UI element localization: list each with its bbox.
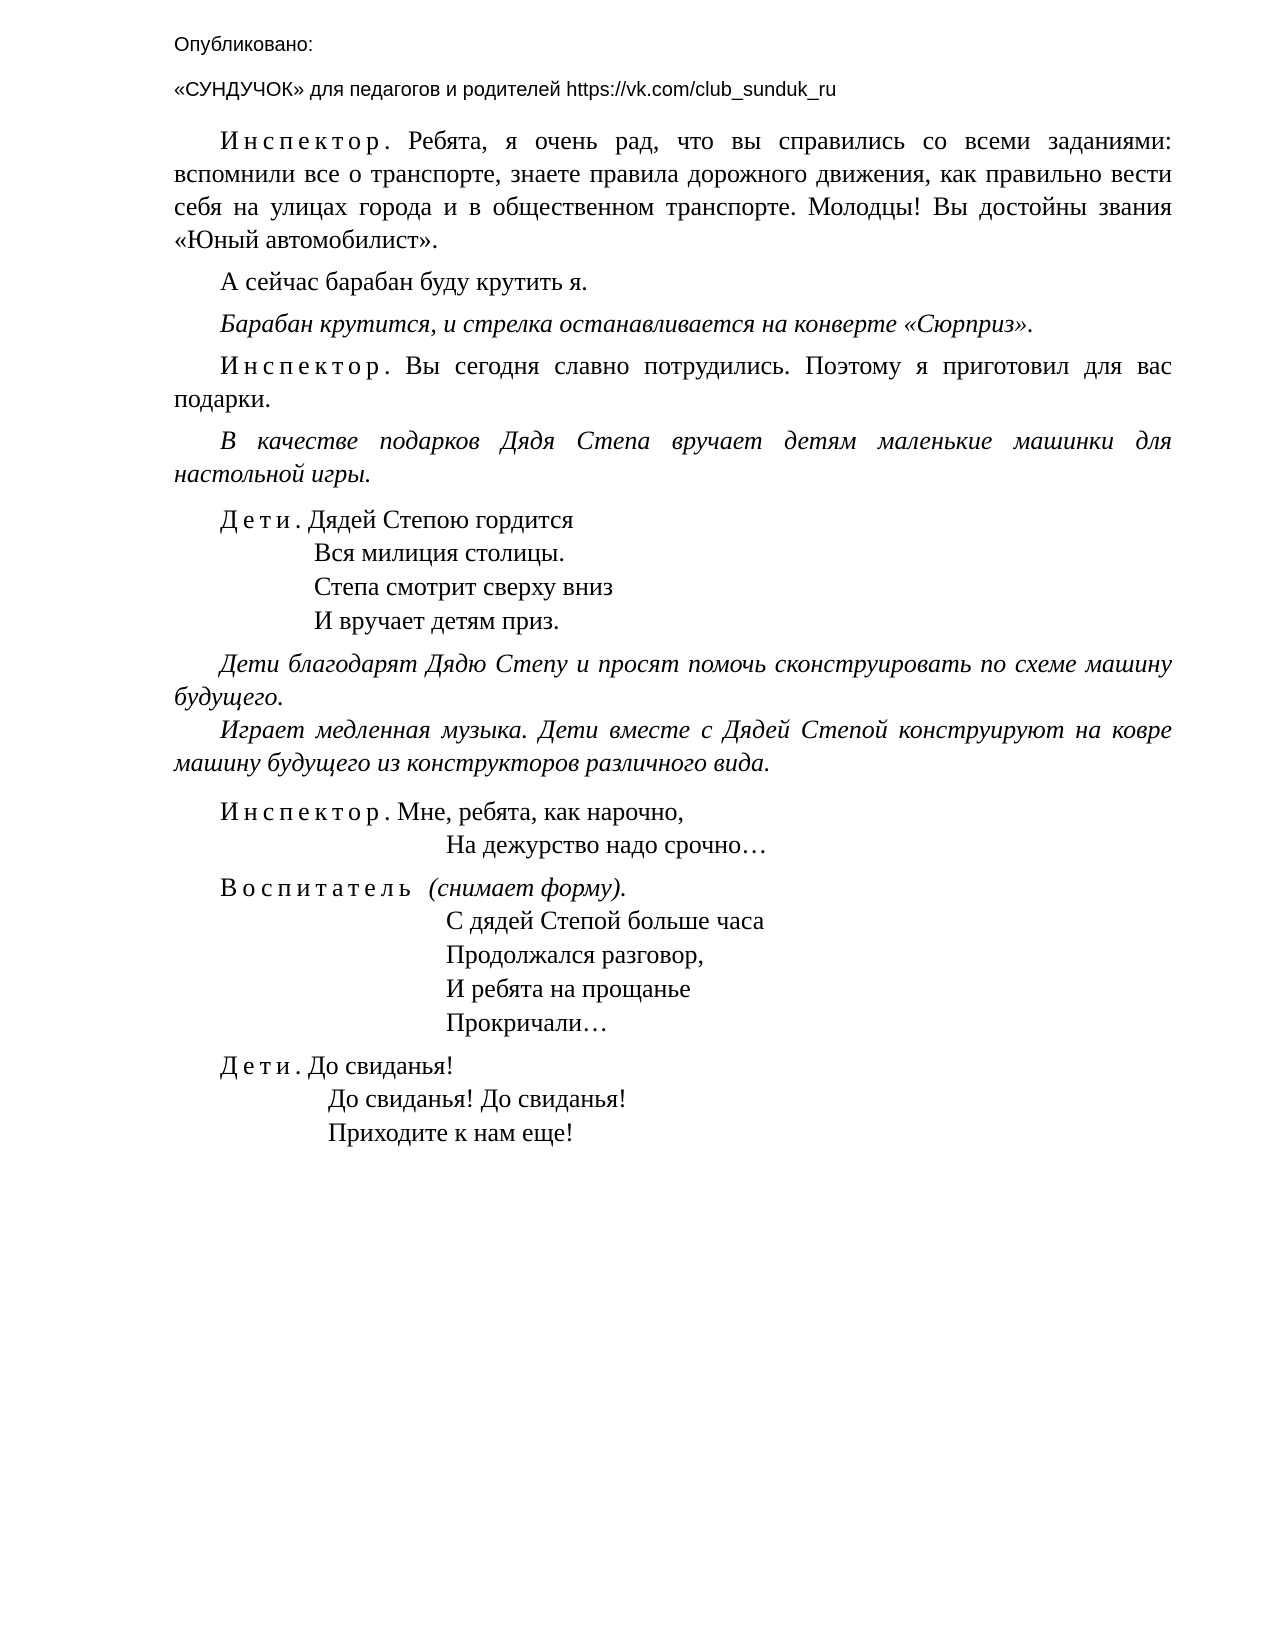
verse-line: До свиданья! До свиданья! [328,1084,627,1113]
verse-line: Степа смотрит сверху вниз [314,572,614,601]
paragraph-drum: А сейчас барабан буду крутить я. [220,267,588,296]
verse-line: С дядей Степой больше часа [446,906,765,935]
verse-line: Приходите к нам еще! [328,1118,574,1147]
verse-inspector [174,795,1172,862]
stage-remark: (снимает форму). [428,873,627,902]
source-line: «СУНДУЧОК» для педагогов и родителей https://vk.com/club_sunduk_ru [174,79,837,101]
verse-deti-1 [174,503,1172,638]
verse-line: Вся милиция столицы. [314,538,565,567]
speaker-inspector: Инспектор [220,797,384,826]
verse-line: . Дядей Степою гордится [294,505,574,534]
verse-line: На дежурство надо срочно… [446,830,768,859]
stage-direction-gifts: В качестве подарков Дядя Степа вручает детям маленькие машинки для настольной игры. [174,426,1172,488]
verse-educator [174,871,1172,1040]
verse-line: . Мне, ребята, как нарочно, [384,797,685,826]
verse-deti-2 [174,1049,1172,1150]
paragraph-inspector-1 [174,124,1172,256]
stage-direction-music: Играет медленная музыка. Дети вместе с Дядей Степой конструируют на ковре машину будущего из конструкторов различного вида. [174,715,1172,777]
speaker-children: Дети [220,1051,295,1080]
speaker-educator: Воспитатель [220,873,416,902]
document-body [174,124,1172,1150]
speaker-inspector: Инспектор [220,351,384,380]
stage-direction-thanks: Дети благодарят Дядю Степу и просят помочь сконструировать по схеме машину будущего. [174,649,1172,711]
speaker-children: Дети [220,505,295,534]
verse-line: Прокричали… [446,1008,609,1037]
verse-line: . До свиданья! [294,1051,454,1080]
verse-line: И вручает детям приз. [314,606,560,635]
stage-direction-surprise: Барабан крутится, и стрелка останавливается на конверте «Сюрприз». [220,309,1034,338]
paragraph-inspector-2 [174,349,1172,415]
verse-line: Продолжался разговор, [446,940,705,969]
speaker-inspector: Инспектор [220,126,384,155]
paragraph-text: . Вы сегодня славно потрудились. Поэтому я приготовил для вас подарки. [174,351,1172,413]
verse-line: И ребята на прощанье [446,974,691,1003]
published-label: Опубликовано: [174,34,314,56]
paragraph-text: . Ребята, я очень рад, что вы справились со всеми заданиями: вспомнили все о транспорте, знаете правила дорожного движения, как правильно вести себя на улицах города и в общественном транспорте. Молодцы! Вы достойны звания «Юный автомобилист». [174,126,1172,254]
